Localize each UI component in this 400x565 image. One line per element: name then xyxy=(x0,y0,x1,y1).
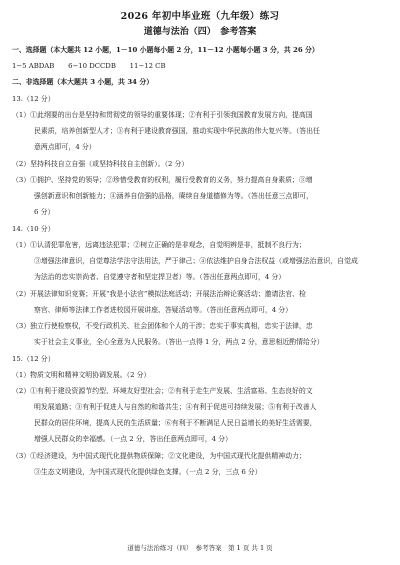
answer-line: 民群众的居住环境，提高人民的生活质量；⑥有利于不断满足人民日益增长的美好生活需要， xyxy=(34,419,317,427)
answer-line: （2）①有利于建设资源节约型、环境友好型社会；②有利于走生产发展、生活富裕、生态良好的文 xyxy=(12,387,313,395)
section-heading-nonchoice: 二、非选择题（本大题共 3 小题，共 34 分） xyxy=(12,78,154,86)
answer-line: （1）①认清犯罪危害，远离违法犯罪；②树立正确的是非观念，自觉明辨是非，抵制不良行为； xyxy=(12,241,306,249)
answer-line: ③增强法律意识，自觉尊法学法守法用法，严于律己；④依法维护自身合法权益（或增强法治意识，自觉成 xyxy=(34,257,358,265)
answer-line: （1）①此纲要的出台是坚持和贯彻党的领导的重要体现；②有利于引领我国教育发展方向，提高国 xyxy=(12,111,313,119)
answer-line: 为法治的忠实崇尚者、自觉遵守者和坚定捍卫者）等。（答出任意两点即可，4 分） xyxy=(34,273,286,281)
question-13-heading: 13.（12 分） xyxy=(12,95,55,103)
section-heading-choice: 一、选择题（本大题共 12 小题，1－10 小题每小题 2 分，11－12 小题每小题 3 分，共 26 分） xyxy=(12,46,319,54)
answer-line: （3）独立行使检察权，不受行政机关、社会团体和个人的干涉；忠实于事实真相，忠实于法律，忠 xyxy=(12,322,313,330)
answer-line: （2）坚持科技自立自强（或坚持科技自主创新）。（2 分） xyxy=(12,160,189,168)
answer-line: 意两点即可，4 分） xyxy=(34,143,96,151)
choice-answers: 1−5 ABDAB 6−10 DCCDB 11−12 CB xyxy=(12,62,166,70)
document-title: 2026 年初中毕业班（九年级）练习 xyxy=(120,11,280,22)
page-footer: 道德与法治练习（四） 参考答案 第 1 页 共 1 页 xyxy=(127,544,273,552)
answer-line: 实于社会主义事业，全心全意为人民服务。（答出一点得 1 分，两点 2 分，意思相近酌情给分） xyxy=(34,338,324,346)
answer-line: 明发展道路；③有利于促进人与自然的和谐共生；④有利于促进可持续发展；⑤有利于改善人 xyxy=(34,403,317,411)
answer-line: （3）①拥护、坚持党的领导；②珍惜受教育的权利，履行受教育的义务，努力提高自身素质；③增 xyxy=(12,176,313,184)
question-14-heading: 14.（10 分） xyxy=(12,225,55,233)
answer-line: （2）开展法律知识竞赛；开展“我是小法官”模拟法庭活动；开展法治辩论赛活动；邀请法官、检 xyxy=(12,290,306,298)
answer-line: 6 分） xyxy=(34,208,55,216)
answer-line: 民素质，培养创新型人才；③有利于建设教育强国，推动实现中华民族的伟大复兴等。（答出任 xyxy=(34,127,320,135)
answer-line: （1）物质文明和精神文明协调发展。（2 分） xyxy=(12,371,151,379)
answer-line: （3）①经济建设，为中国式现代化提供物质保障；②文化建设，为中国式现代化提供精神动力； xyxy=(12,452,306,460)
answer-line: ③生态文明建设，为中国式现代化提供绿色支撑。（一点 2 分，三点 6 分） xyxy=(34,468,262,476)
answer-line: 强创新意识和创新能力；④涵养自信强的品格，赓续自身道德修为等。（答出任意三点即可， xyxy=(34,192,314,200)
document-subtitle: 道德与法治（四） 参考答案 xyxy=(143,27,257,37)
answer-line: 增强人民群众的幸福感。（一点 2 分，答出任意两点即可，4 分） xyxy=(34,435,232,443)
question-15-heading: 15.（12 分） xyxy=(12,355,55,363)
answer-line: 察官、律师等法律工作者进校园开展讲座、答疑活动等。（答出任意两点即可，4 分） xyxy=(34,306,293,314)
